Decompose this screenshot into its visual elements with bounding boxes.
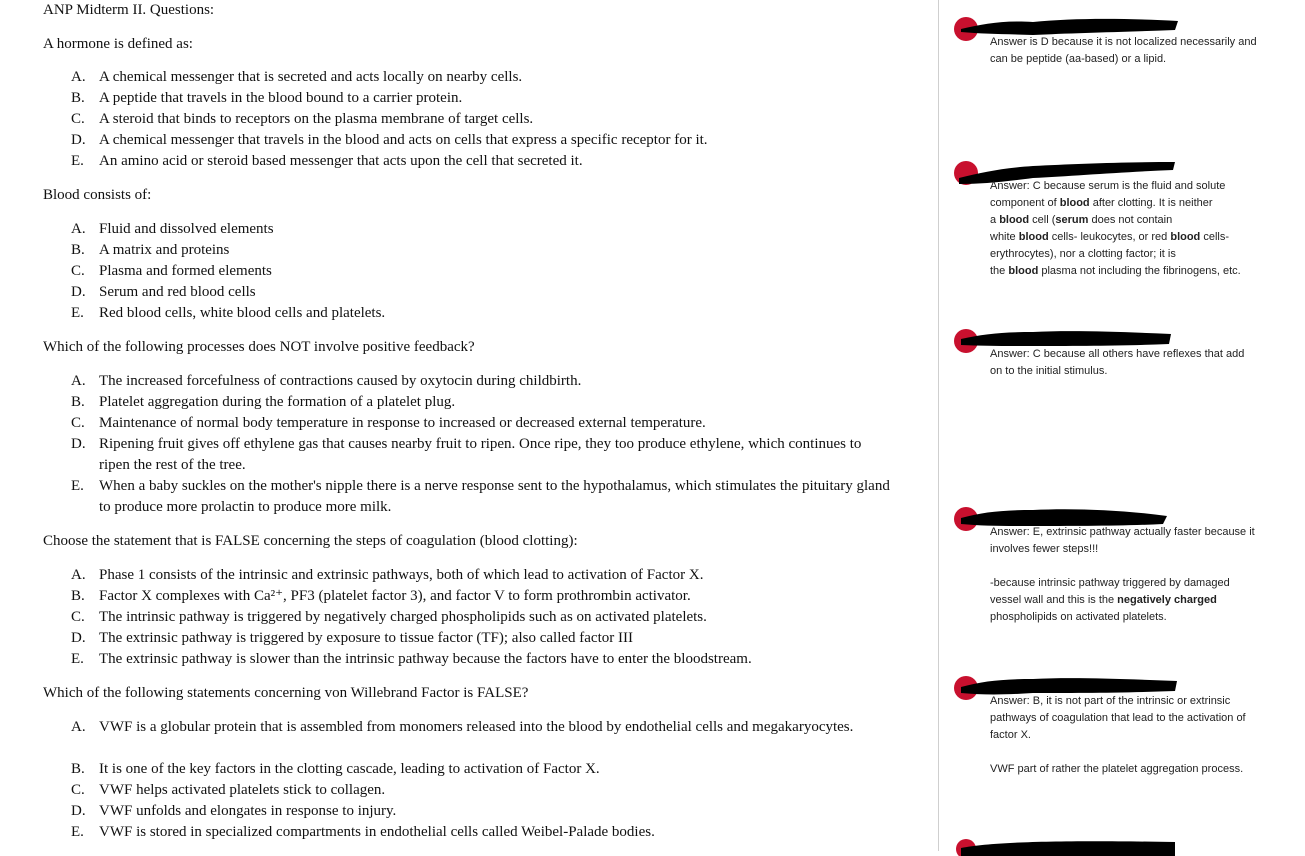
comment-line: pathways of coagulation that lead to the activation of [990, 712, 1246, 724]
option-text: A steroid that binds to receptors on the plasma membrane of target cells. [99, 111, 534, 127]
option-text: Ripening fruit gives off ethylene gas that causes nearby fruit to ripen. Once ripe, they too produce ethylene, which continues to ripen the rest of the tree. [99, 436, 862, 473]
comment-text [990, 34, 1302, 68]
option-letter: C. [71, 263, 85, 279]
comment-text [990, 346, 1302, 380]
answer-option [71, 413, 891, 434]
comments-pane [939, 0, 1305, 851]
option-letter: E. [71, 478, 84, 494]
option-text: Phase 1 consists of the intrinsic and extrinsic pathways, both of which lead to activation of Factor X. [99, 567, 704, 583]
option-text: Serum and red blood cells [99, 284, 256, 300]
option-letter: B. [71, 394, 85, 410]
question-prompt: Choose the statement that is FALSE concerning the steps of coagulation (blood clotting): [43, 533, 578, 549]
option-letter: D. [71, 284, 86, 300]
answer-option [71, 717, 891, 738]
answer-option [71, 759, 891, 780]
answer-option [71, 649, 891, 670]
answer-option [71, 371, 891, 392]
question-prompt: A hormone is defined as: [43, 36, 193, 52]
answer-option [71, 67, 891, 88]
answer-option [71, 261, 891, 282]
question-prompt: Which of the following processes does NOT involve positive feedback? [43, 339, 475, 355]
comment-line: vessel wall and this is the negatively charged [990, 594, 1217, 606]
option-letter: D. [71, 630, 86, 646]
redaction-scribble [961, 19, 1178, 35]
option-letter: B. [71, 588, 85, 604]
answer-option [71, 109, 891, 130]
answer-option [71, 130, 891, 151]
option-letter: A. [71, 221, 86, 237]
option-letter: E. [71, 305, 84, 321]
option-letter: A. [71, 567, 86, 583]
comment-text [990, 178, 1302, 280]
option-text: VWF helps activated platelets stick to collagen. [99, 782, 386, 798]
option-letter: A. [71, 69, 86, 85]
option-letter: C. [71, 415, 85, 431]
option-letter: C. [71, 609, 85, 625]
comment-line: Answer is D because it is not localized necessarily and [990, 36, 1257, 48]
answer-option [71, 801, 891, 822]
option-letter: D. [71, 132, 86, 148]
option-letter: B. [71, 242, 85, 258]
option-letter: A. [71, 719, 86, 735]
answer-option [71, 822, 891, 843]
option-text: VWF is a globular protein that is assembled from monomers released into the blood by endothelial cells and megakaryocytes. [99, 719, 854, 735]
answer-option [71, 303, 891, 324]
option-letter: D. [71, 803, 86, 819]
option-text: It is one of the key factors in the clotting cascade, leading to activation of Factor X. [99, 761, 600, 777]
option-text: A chemical messenger that travels in the blood and acts on cells that express a specific receptor for it. [99, 132, 708, 148]
answer-option [71, 219, 891, 240]
answer-option [71, 88, 891, 109]
answer-option [71, 151, 891, 172]
comment-line: can be peptide (aa-based) or a lipid. [990, 53, 1167, 65]
comment-line: VWF part of rather the platelet aggregation process. [990, 763, 1244, 775]
option-text: VWF unfolds and elongates in response to injury. [99, 803, 397, 819]
comment-line: a blood cell (serum does not contain [990, 214, 1173, 226]
option-text: When a baby suckles on the mother's nipple there is a nerve response sent to the hypothalamus, which stimulates the pituitary gland to produce more prolactin to produce more milk. [99, 478, 890, 515]
document-title: ANP Midterm II. Questions: [43, 2, 215, 18]
comment-line: -because intrinsic pathway triggered by damaged [990, 577, 1230, 589]
option-text: The extrinsic pathway is slower than the intrinsic pathway because the factors have to enter the bloodstream. [99, 651, 752, 667]
redaction-scribble [961, 331, 1171, 346]
option-letter: E. [71, 153, 84, 169]
option-letter: D. [71, 436, 86, 452]
option-text: The extrinsic pathway is triggered by exposure to tissue factor (TF); also called factor III [99, 630, 633, 646]
comment-line: factor X. [990, 729, 1031, 741]
comment-line: erythrocytes), nor a clotting factor; it is [990, 248, 1176, 260]
comment-line: Answer: B, it is not part of the intrinsic or extrinsic [990, 695, 1231, 707]
comment-line: Answer: E, extrinsic pathway actually faster because it [990, 526, 1255, 538]
comment-line: the blood plasma not including the fibrinogens, etc. [990, 265, 1241, 277]
option-letter: C. [71, 782, 85, 798]
comment-line: Answer: C because all others have reflexes that add [990, 348, 1245, 360]
option-letter: C. [71, 111, 85, 127]
comment-line: component of blood after clotting. It is neither [990, 197, 1213, 209]
option-text: VWF is stored in specialized compartments in endothelial cells called Weibel-Palade bodies. [99, 824, 655, 840]
answer-option [71, 476, 891, 518]
redaction-scribble [961, 841, 1175, 856]
answer-option [71, 282, 891, 303]
option-text: Maintenance of normal body temperature in response to increased or decreased external temperature. [99, 415, 706, 431]
option-letter: E. [71, 651, 84, 667]
option-text: A matrix and proteins [99, 242, 230, 258]
option-text: Factor X complexes with Ca²⁺, PF3 (platelet factor 3), and factor V to form prothrombin activator. [99, 588, 691, 604]
option-text: Platelet aggregation during the formation of a platelet plug. [99, 394, 456, 410]
comment-text [990, 693, 1302, 778]
option-letter: B. [71, 761, 85, 777]
comment-line: white blood cells- leukocytes, or red blood cells- [990, 231, 1230, 243]
question-prompt: Which of the following statements concerning von Willebrand Factor is FALSE? [43, 685, 529, 701]
option-text: A peptide that travels in the blood bound to a carrier protein. [99, 90, 463, 106]
answer-option [71, 240, 891, 261]
comment-line: involves fewer steps!!! [990, 543, 1099, 555]
redacted-author-mark [953, 836, 1193, 856]
option-text: The increased forcefulness of contractions caused by oxytocin during childbirth. [99, 373, 582, 389]
question-prompt: Blood consists of: [43, 187, 152, 203]
option-text: An amino acid or steroid based messenger that acts upon the cell that secreted it. [99, 153, 583, 169]
answer-option [71, 565, 891, 586]
comment-line: Answer: C because serum is the fluid and solute [990, 180, 1226, 192]
comment-line: phospholipids on activated platelets. [990, 611, 1167, 623]
comment-text [990, 524, 1302, 626]
answer-option [71, 434, 891, 476]
option-text: A chemical messenger that is secreted and acts locally on nearby cells. [99, 69, 523, 85]
answer-option [71, 586, 891, 607]
answer-option [71, 780, 891, 801]
option-text: The intrinsic pathway is triggered by negatively charged phospholipids such as on activated platelets. [99, 609, 707, 625]
option-text: Red blood cells, white blood cells and platelets. [99, 305, 386, 321]
answer-option [71, 392, 891, 413]
option-text: Fluid and dissolved elements [99, 221, 274, 237]
option-letter: E. [71, 824, 84, 840]
option-letter: A. [71, 373, 86, 389]
option-text: Plasma and formed elements [99, 263, 272, 279]
answer-option [71, 607, 891, 628]
option-letter: B. [71, 90, 85, 106]
comment-line: on to the initial stimulus. [990, 365, 1108, 377]
answer-option [71, 628, 891, 649]
